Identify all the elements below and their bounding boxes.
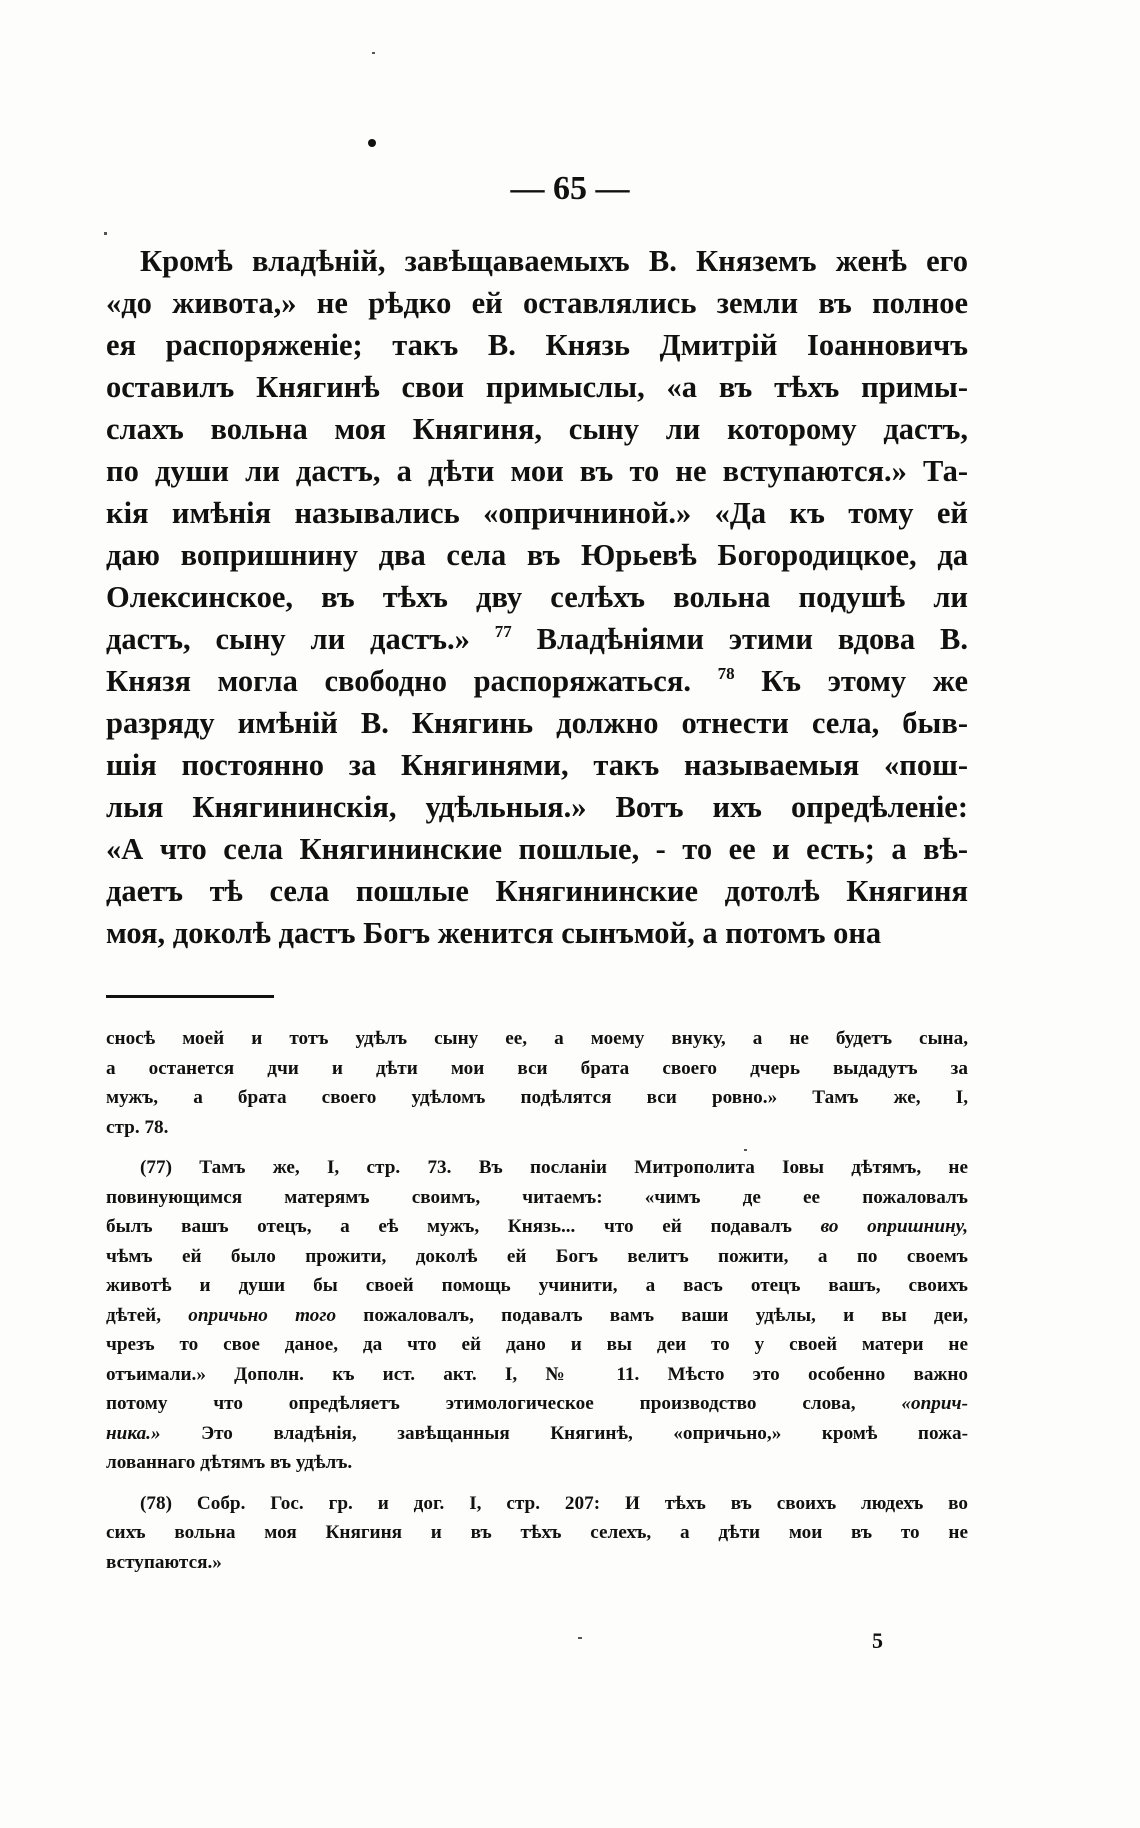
footnote-line: сносѣ моей и тотъ удѣлъ сыну ее, а моему внуку, а не будетъ сына, — [106, 1028, 968, 1049]
footnote-line: чѣмъ ей было прожити, доколѣ ей Богъ велитъ пожити, а по своемъ — [106, 1245, 968, 1267]
print-speck — [104, 232, 107, 235]
footnote-segment: былъ вашъ отецъ, а еѣ мужъ, Князь... что ей подавалъ — [106, 1216, 792, 1237]
footnote-separator — [106, 995, 274, 998]
footnote-ref-78: 78 — [717, 664, 735, 683]
main-line: ея распоряженіе; такъ В. Князь Дмитрій Іоанновичъ — [106, 328, 968, 362]
footnote-segment: дѣтей, — [106, 1304, 162, 1326]
print-speck — [372, 52, 375, 54]
footnotes — [106, 1024, 968, 1588]
footnote-segment: Это владѣнія, завѣщанныя Княгинѣ, «опричьно,» кромѣ пожа- — [201, 1422, 969, 1444]
footnote-line: сихъ вольна моя Княгиня и въ тѣхъ селехъ, а дѣти мои въ то не — [106, 1522, 968, 1543]
main-line: по души ли дастъ, а дѣти мои въ то не вступаются.» Та- — [106, 454, 968, 488]
footnote-segment: потому что опредѣляетъ этимологическое производство слова, — [106, 1393, 856, 1414]
footnote-line — [106, 1212, 968, 1242]
main-line: Кромѣ владѣній, завѣщаваемыхъ В. Княземъ женѣ его — [140, 244, 968, 278]
main-segment: Къ этому же — [761, 664, 968, 698]
main-segment: Владѣніями этими вдова В. — [536, 622, 969, 656]
main-line: «А что села Княгининские пошлые, - то ее и есть; а вѣ- — [106, 832, 968, 866]
footnote-line: (78) Собр. Гос. гр. и дог. I, стр. 207: И тѣхъ въ своихъ людехъ во — [140, 1492, 968, 1514]
footnote-line: животѣ и души бы своей помощь учинити, а васъ отецъ вашъ, своихъ — [106, 1275, 968, 1296]
main-line: оставилъ Княгинѣ свои примыслы, «а въ тѣхъ примы- — [106, 370, 968, 404]
main-segment: дастъ, сыну ли дастъ.» — [106, 622, 470, 656]
print-speck — [744, 1149, 747, 1151]
footnote-italic: во опришнину, — [820, 1216, 969, 1237]
footnote-line: (77) Тамъ же, I, стр. 73. Въ посланіи Митрополита Іовы дѣтямъ, не — [140, 1157, 968, 1178]
footnote-line: повинующимся матерямъ своимъ, читаемъ: «чимъ де ее пожаловалъ — [106, 1186, 968, 1208]
footnote-line — [106, 1389, 968, 1419]
main-line: Олексинское, въ тѣхъ дву селѣхъ вольна подушѣ ли — [106, 580, 968, 614]
footnote-continuation — [106, 1024, 968, 1142]
main-line: разряду имѣній В. Княгинь должно отнести села, быв- — [106, 706, 968, 740]
footnote-line: а останется дчи и дѣти мои вси брата своего дчерь выдадутъ за — [106, 1057, 968, 1079]
main-line: даетъ тѣ села пошлые Княгининские дотолѣ Княгиня — [106, 874, 968, 908]
main-line: слахъ вольна моя Княгиня, сыну ли которому дастъ, — [106, 412, 968, 446]
printer-dot — [368, 139, 376, 147]
page-number: — 65 — — [510, 170, 630, 207]
footnote-line: отъимали.» Дополн. къ ист. акт. I, № 11. Мѣсто это особенно важно — [106, 1363, 968, 1385]
footnote-italic: «оприч- — [901, 1393, 968, 1414]
main-text — [106, 240, 968, 954]
main-line: лыя Княгининскія, удѣльныя.» Вотъ ихъ опредѣленіе: — [106, 790, 968, 824]
main-line: шія постоянно за Княгинями, такъ называемыя «пош- — [106, 748, 968, 782]
footnote-segment: пожаловалъ, подавалъ вамъ ваши удѣлы, и вы деи, — [363, 1304, 969, 1326]
main-line: моя, доколѣ дастъ Богъ женится сынъмой, а потомъ она — [106, 916, 882, 950]
footnote-78 — [106, 1489, 968, 1578]
footnote-italic: ника.» — [106, 1422, 161, 1444]
footnote-line: вступаются.» — [106, 1551, 222, 1573]
print-speck — [578, 1637, 582, 1639]
main-line: «до живота,» не рѣдко ей оставлялись земли въ полное — [106, 286, 968, 320]
main-line — [106, 618, 968, 660]
footnote-line — [106, 1419, 968, 1449]
footnote-line: стр. 78. — [106, 1116, 169, 1138]
main-line: кія имѣнія назывались «опричниной.» «Да къ тому ей — [106, 496, 968, 530]
main-line — [106, 660, 968, 702]
footnote-ref-77: 77 — [494, 622, 512, 641]
footnote-line: мужъ, а брата своего удѣломъ подѣлятся вси ровно.» Тамъ же, I, — [106, 1087, 968, 1108]
footnote-italic: опричьно того — [188, 1304, 337, 1326]
main-line: даю вопришнину два села въ Юрьевѣ Богородицкое, да — [106, 538, 968, 572]
main-segment: Князя могла свободно распоряжаться. — [106, 664, 691, 698]
footnote-line: чрезъ то свое даное, да что ей дано и вы деи то у своей матери не — [106, 1334, 968, 1355]
footnote-line: лованнаго дѣтямъ въ удѣлъ. — [106, 1452, 353, 1473]
footnote-77 — [106, 1153, 968, 1478]
signature-mark: 5 — [872, 1628, 883, 1653]
footnote-line — [106, 1301, 968, 1331]
